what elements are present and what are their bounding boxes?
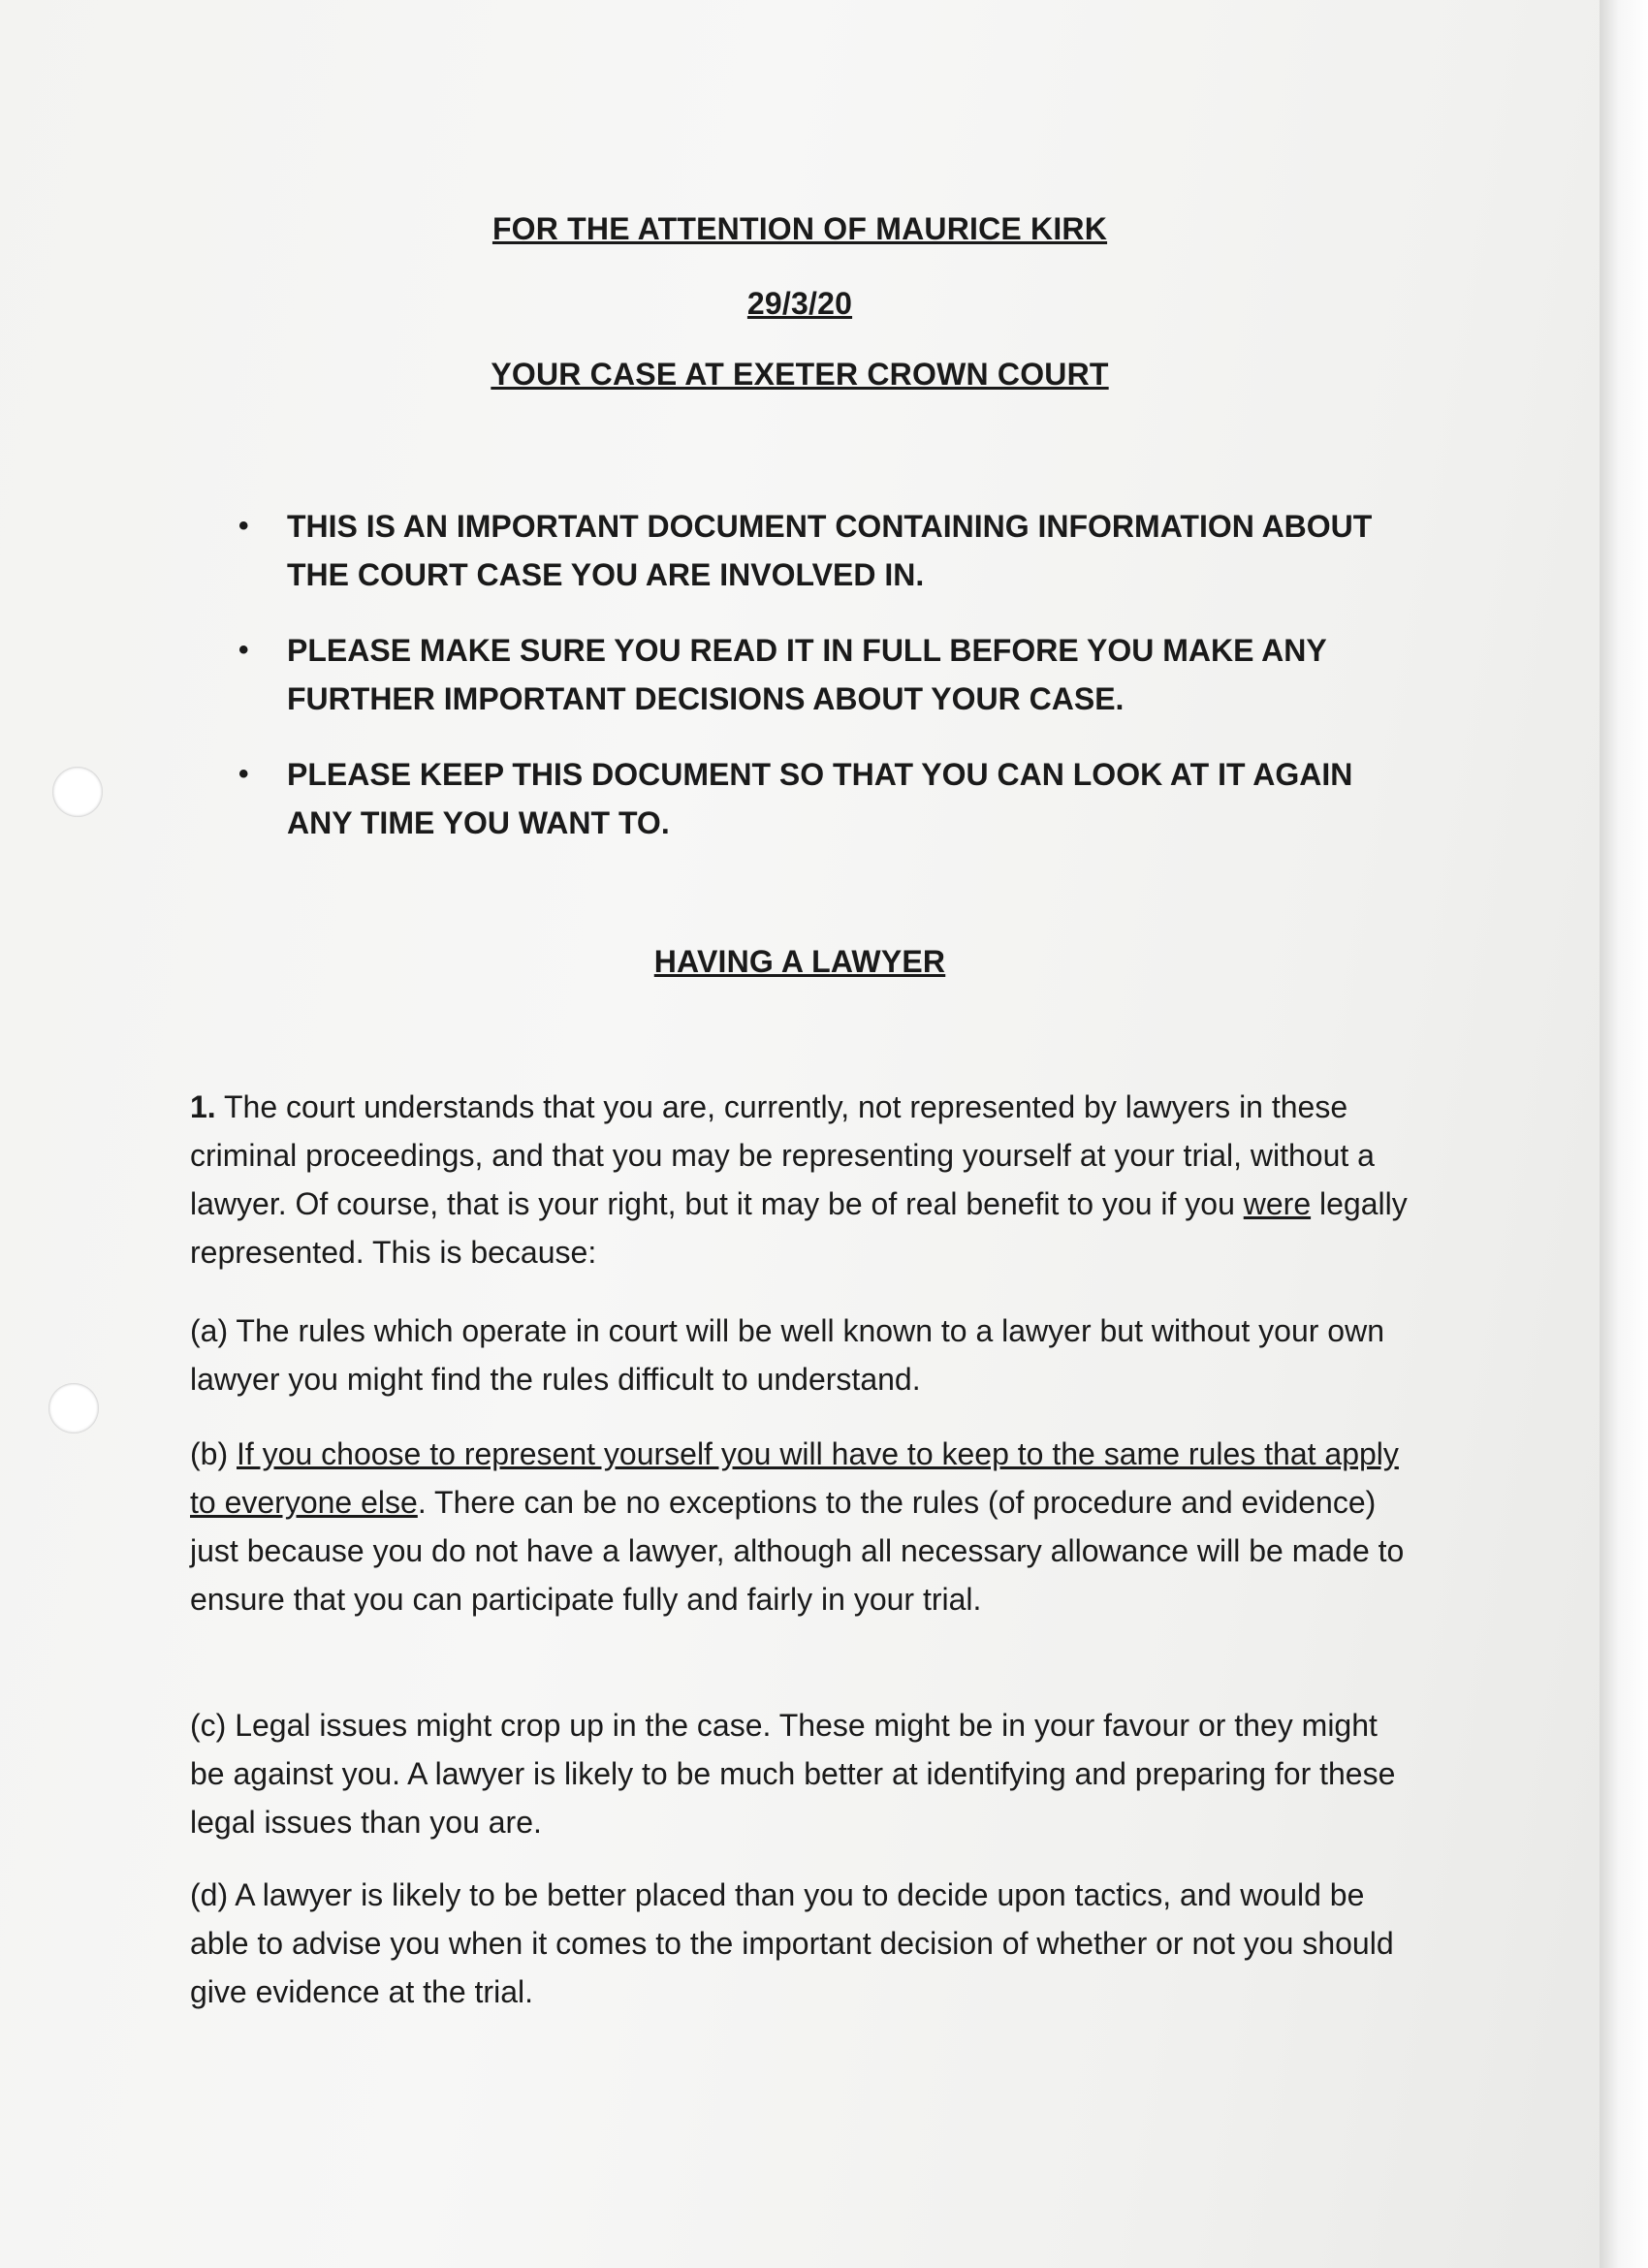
notice-item: • THIS IS AN IMPORTANT DOCUMENT CONTAINING INFORMATION ABOUT THE COURT CASE YOU ARE INVOLVED IN. [238,502,1402,599]
punch-hole-bottom [48,1383,99,1433]
attention-heading: FOR THE ATTENTION OF MAURICE KIRK [491,211,1108,246]
paragraph-number: 1. [190,1089,216,1124]
paragraph-1-text-b: legally represented. This is because: [190,1186,1408,1270]
notice-item: • PLEASE MAKE SURE YOU READ IT IN FULL BEFORE YOU MAKE ANY FURTHER IMPORTANT DECISIONS ABOUT YOUR CASE. [238,626,1402,723]
section-heading-having-a-lawyer: HAVING A LAWYER [653,944,946,979]
paragraph-a [190,1307,1411,1403]
notice-item: • PLEASE KEEP THIS DOCUMENT SO THAT YOU CAN LOOK AT IT AGAIN ANY TIME YOU WANT TO. [238,750,1402,847]
document-date: 29/3/20 [746,286,853,321]
emphasis-were: were [1243,1186,1312,1221]
paragraph-b-underlined: If you choose to represent yourself you will have to keep to the same rules that apply to everyone else [190,1436,1399,1520]
paragraph-d-text: (d) A lawyer is likely to be better placed than you to decide upon tactics, and would be able to advise you when it comes to the important decision of whether or not you should give evidence at the trial. [190,1877,1394,2009]
paragraph-c-text: (c) Legal issues might crop up in the case. These might be in your favour or they might be against you. A lawyer is likely to be much better at identifying and preparing for these legal issues than you are. [190,1708,1396,1840]
paragraph-b [190,1430,1411,1623]
paragraph-1 [190,1083,1411,1276]
punch-hole-top [52,767,103,817]
paragraph-b-prefix: (b) [190,1436,229,1471]
page-edge [1600,0,1648,2268]
paragraph-b-rest: . There can be no exceptions to the rules (of procedure and evidence) just because you do not have a lawyer, although all necessary allowance will be made to ensure that you can participate fully and fairly in your trial. [190,1485,1405,1617]
important-notice-list [238,502,1402,874]
case-title: YOUR CASE AT EXETER CROWN COURT [491,357,1109,392]
paragraph-a-text: (a) The rules which operate in court will be well known to a lawyer but without your own lawyer you might find the rules difficult to understand. [190,1313,1384,1397]
paragraph-1-text-a: The court understands that you are, currently, not represented by lawyers in these criminal proceedings, and that you may be representing yourself at your trial, without a lawyer. Of course, that is your right, but it may be of real benefit to you if you [190,1089,1375,1221]
paragraph-d [190,1871,1411,2016]
paragraph-c [190,1701,1411,1846]
